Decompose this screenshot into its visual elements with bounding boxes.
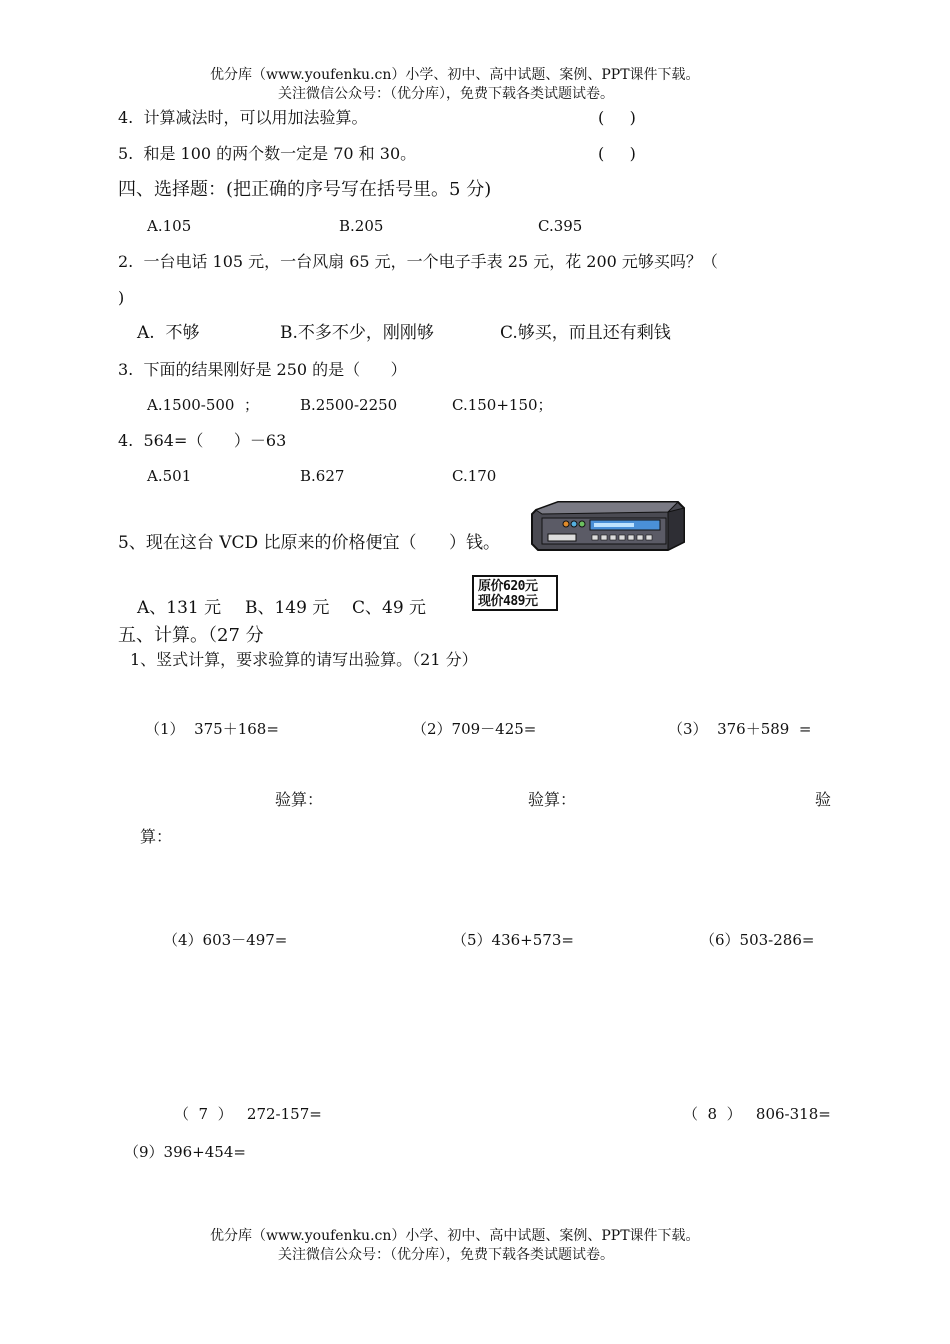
header-line-2: 关注微信公众号：（优分库），免费下载各类试题试卷。 (278, 86, 614, 102)
check-label-2: 验算： (528, 790, 577, 809)
section-5-title: 五、计算。（27 分 (118, 625, 264, 646)
q2-text-continued: ) (118, 288, 125, 307)
q4-option-a: A.501 (147, 467, 192, 485)
q1-option-a: A.105 (147, 217, 192, 235)
judge-question-5: 5. 和是 100 的两个数一定是 70 和 30。 (118, 144, 417, 163)
q3-text: 3. 下面的结果刚好是 250 的是（ ） (118, 360, 407, 379)
current-price: 现价489元 (478, 594, 538, 609)
footer-line-1: 优分库（www.youfenku.cn）小学、初中、高中试题、案例、PPT课件下载。 (210, 1228, 700, 1244)
footer-line-2: 关注微信公众号：（优分库），免费下载各类试题试卷。 (278, 1247, 614, 1263)
q4-option-c: C.170 (452, 467, 497, 485)
check-label-3-part-a: 验 (815, 790, 832, 809)
q2-text: 2. 一台电话 105 元，一台风扇 65 元，一个电子手表 25 元，花 200 元够买吗？（ (118, 252, 718, 271)
problem-3: （3） 376＋589 = (668, 720, 812, 738)
q5-option-a: A、131 元 (137, 598, 222, 618)
q5-text: 5、现在这台 VCD 比原来的价格便宜（ ）钱。 (118, 533, 500, 553)
q2-option-a: A. 不够 (137, 323, 200, 343)
q3-option-a: A.1500-500 ； (147, 396, 260, 414)
judge-answer-blank-4: ( ) (598, 108, 636, 127)
q4-option-b: B.627 (300, 467, 345, 485)
problem-2: （2）709－425= (412, 720, 537, 738)
problem-8: （ 8 ） 806-318= (683, 1105, 831, 1123)
problem-1: （1） 375＋168= (145, 720, 279, 738)
problem-5: （5）436+573= (452, 931, 574, 949)
problem-7: （ 7 ） 272-157= (174, 1105, 322, 1123)
check-label-1: 验算： (275, 790, 324, 809)
vcd-player-image (528, 500, 688, 552)
judge-answer-blank-5: ( ) (598, 144, 636, 163)
problem-4: （4）603－497= (163, 931, 288, 949)
q1-option-c: C.395 (538, 217, 583, 235)
q3-option-b: B.2500-2250 (300, 396, 398, 414)
section-4-title: 四、选择题：(把正确的序号写在括号里。5 分) (118, 179, 492, 200)
q2-option-c: C.够买，而且还有剩钱 (500, 323, 671, 343)
q4-text: 4. 564=（ ）－63 (118, 431, 287, 450)
section-5-subtitle: 1、竖式计算，要求验算的请写出验算。（21 分） (130, 650, 478, 669)
q3-option-c: C.150+150； (452, 396, 553, 414)
q5-option-c: C、49 元 (352, 598, 427, 618)
check-label-3-part-b: 算： (140, 827, 173, 846)
header-line-1: 优分库（www.youfenku.cn）小学、初中、高中试题、案例、PPT课件下载。 (210, 67, 700, 83)
judge-question-4: 4. 计算减法时，可以用加法验算。 (118, 108, 368, 127)
problem-6: （6）503-286= (700, 931, 815, 949)
q5-option-b: B、149 元 (245, 598, 330, 618)
q2-option-b: B.不多不少，刚刚够 (280, 323, 434, 343)
q1-option-b: B.205 (339, 217, 384, 235)
original-price: 原价620元 (478, 579, 538, 594)
price-tag (472, 575, 558, 611)
problem-9: （9）396+454= (124, 1143, 246, 1161)
